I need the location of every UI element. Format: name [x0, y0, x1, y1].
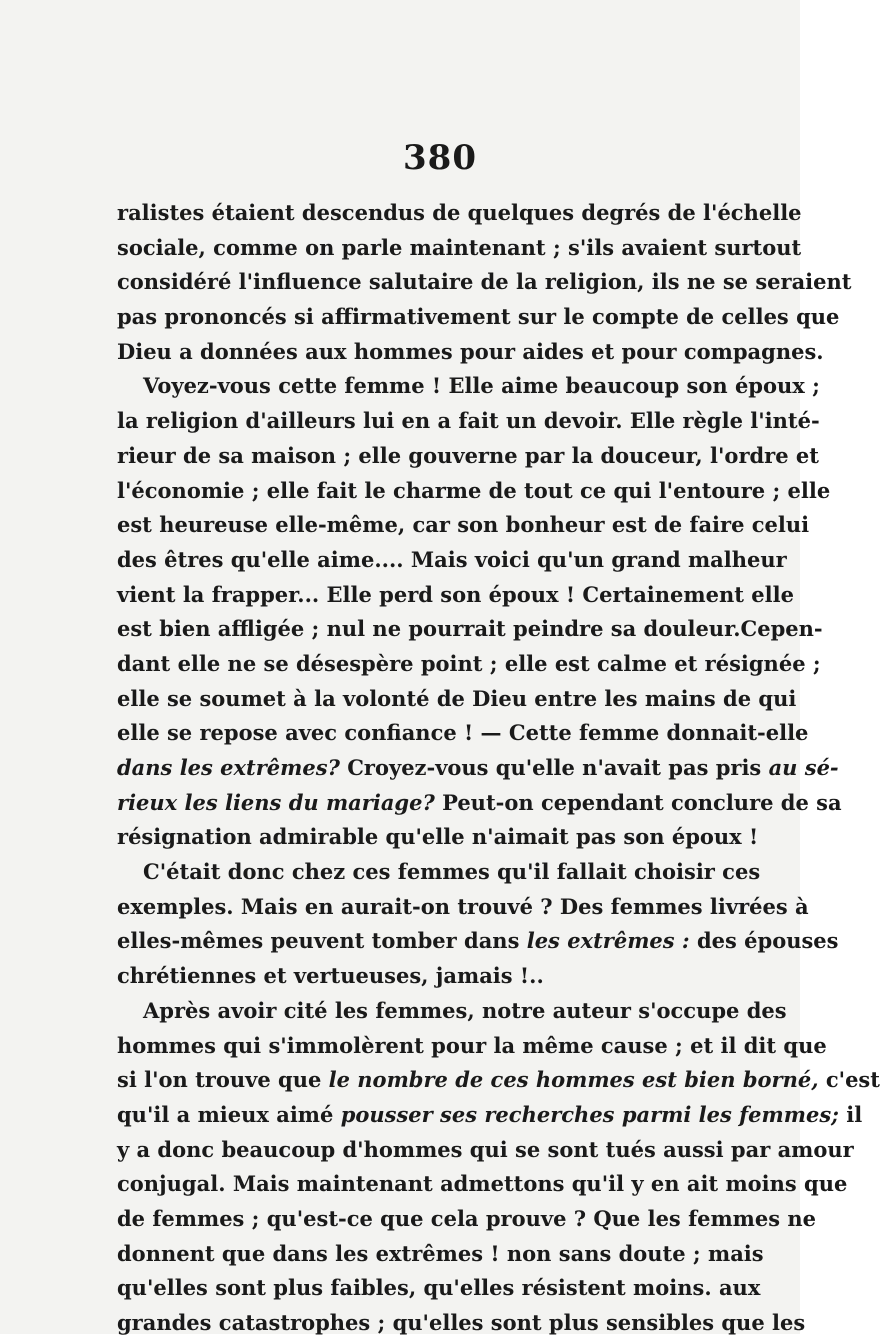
text-line	[117, 786, 842, 821]
text-line	[117, 404, 820, 439]
text-line	[117, 196, 802, 231]
text-segment: ralistes étaient descendus de quelques degrés de l'échelle	[117, 200, 802, 225]
text-line	[117, 300, 840, 335]
text-segment: c'est	[818, 1067, 880, 1093]
text-segment: Peut-on cependant conclure de sa	[434, 789, 842, 815]
text-line	[117, 1306, 806, 1341]
text-line	[117, 890, 809, 925]
italic-text: au sé-	[768, 755, 839, 780]
text-segment: si l'on trouve que	[117, 1067, 329, 1093]
text-segment: l'économie ; elle fait le charme de tout ce qui l'entoure ; elle	[117, 477, 831, 503]
text-segment: y a donc beaucoup d'hommes qui se sont tués aussi par amour	[117, 1136, 854, 1162]
text-line	[117, 820, 759, 855]
text-line	[117, 612, 823, 647]
text-segment: donnent que dans les extrêmes ! non sans doute ; mais	[117, 1240, 764, 1266]
text-line	[117, 508, 810, 543]
text-line	[117, 543, 787, 578]
text-segment: des êtres qu'elle aime.... Mais voici qu'un grand malheur	[117, 546, 787, 572]
text-segment: vient la frapper... Elle perd son époux ! Certainement elle	[117, 581, 794, 607]
text-line	[117, 1098, 863, 1133]
text-segment: elle se repose avec confiance ! — Cette femme donnait-elle	[117, 720, 809, 746]
text-line	[117, 1271, 761, 1306]
page-number: 380	[403, 138, 477, 178]
text-segment: il	[838, 1101, 863, 1127]
text-segment: pas prononcés si affirmativement sur le compte de celles que	[117, 304, 840, 330]
text-line	[117, 369, 820, 404]
text-segment: hommes qui s'immolèrent pour la même cause ; et il dit que	[117, 1032, 827, 1058]
text-line	[117, 265, 852, 300]
text-line	[117, 994, 787, 1029]
text-segment: C'était donc chez ces femmes qu'il fallait choisir ces	[143, 859, 761, 885]
text-segment: rieur de sa maison ; elle gouverne par la douceur, l'ordre et	[117, 442, 819, 468]
text-segment: considéré l'influence salutaire de la religion, ils ne se seraient	[117, 269, 852, 295]
text-segment: qu'il a mieux aimé	[117, 1101, 341, 1127]
text-segment: la religion d'ailleurs lui en a fait un devoir. Elle règle l'inté-	[117, 408, 820, 434]
text-line	[117, 474, 831, 509]
text-segment: conjugal. Mais maintenant admettons qu'il y en ait moins que	[117, 1171, 848, 1197]
italic-text: le nombre de ces hommes est bien borné,	[328, 1067, 819, 1093]
text-line	[117, 1167, 848, 1202]
text-line	[117, 439, 819, 474]
text-line	[117, 1029, 827, 1064]
text-segment: est bien affligée ; nul ne pourrait peindre sa douleur.Cepen-	[117, 616, 823, 642]
italic-text: dans les extrêmes?	[117, 755, 340, 780]
text-segment: chrétiennes et vertueuses, jamais !..	[117, 963, 544, 989]
italic-text: rieux les liens du mariage?	[117, 789, 435, 815]
text-line	[117, 1133, 854, 1168]
text-segment: elle se soumet à la volonté de Dieu entre les mains de qui	[117, 685, 797, 711]
text-segment: Voyez-vous cette femme ! Elle aime beaucoup son époux ;	[143, 373, 820, 399]
text-line	[117, 231, 802, 266]
text-segment: résignation admirable qu'elle n'aimait pas son époux !	[117, 824, 759, 850]
text-segment: sociale, comme on parle maintenant ; s'ils avaient surtout	[117, 234, 802, 260]
text-segment: Croyez-vous qu'elle n'avait pas pris	[339, 755, 769, 780]
italic-text: les extrêmes :	[526, 928, 690, 954]
text-line	[117, 751, 839, 786]
text-segment: dant elle ne se désespère point ; elle est calme et résignée ;	[117, 650, 821, 676]
text-segment: elles-mêmes peuvent tomber dans	[117, 928, 527, 954]
text-segment: grandes catastrophes ; qu'elles sont plus sensibles que les	[117, 1310, 806, 1335]
text-line	[117, 716, 809, 751]
text-segment: qu'elles sont plus faibles, qu'elles résistent moins. aux	[117, 1275, 761, 1301]
body-text	[117, 196, 880, 1341]
text-segment: de femmes ; qu'est-ce que cela prouve ? Que les femmes ne	[117, 1205, 817, 1231]
text-line	[117, 959, 755, 994]
text-segment: est heureuse elle-même, car son bonheur est de faire celui	[117, 512, 810, 538]
text-line	[117, 1202, 817, 1237]
text-line	[117, 1063, 880, 1098]
text-line	[117, 578, 794, 613]
text-line	[117, 335, 824, 370]
text-segment: des épouses	[689, 928, 839, 954]
text-line	[117, 647, 821, 682]
text-segment: exemples. Mais en aurait-on trouvé ? Des femmes livrées à	[117, 893, 809, 919]
text-line	[117, 682, 797, 717]
text-line	[117, 1237, 764, 1272]
text-line	[117, 855, 761, 890]
text-segment: Après avoir cité les femmes, notre auteur s'occupe des	[143, 997, 787, 1023]
italic-text: pousser ses recherches parmi les femmes;	[340, 1101, 839, 1127]
text-segment: Dieu a données aux hommes pour aides et pour compagnes.	[117, 338, 824, 364]
text-line	[117, 924, 839, 959]
